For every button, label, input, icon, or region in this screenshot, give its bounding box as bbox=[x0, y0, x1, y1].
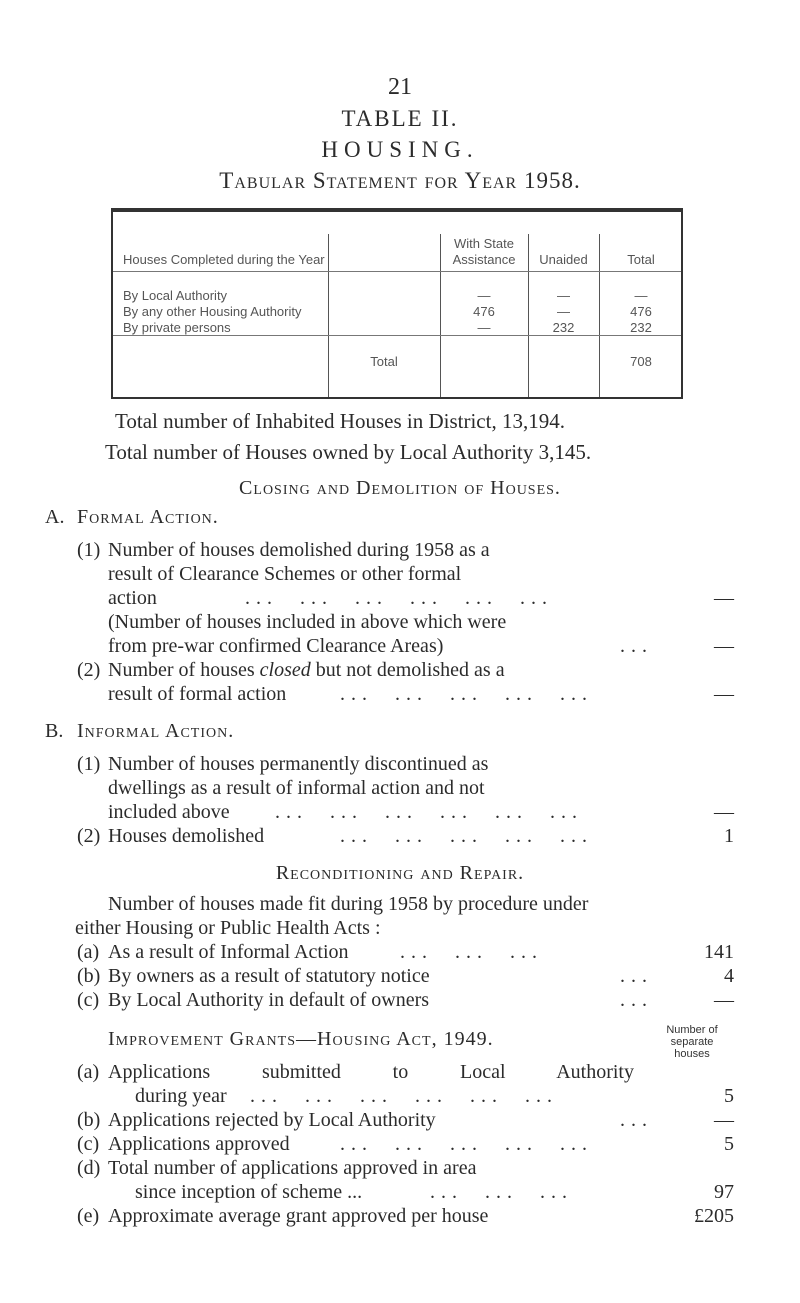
header-unaided: Unaided bbox=[539, 252, 588, 267]
statement-heading: Tabular Statement for Year 1958. bbox=[219, 168, 581, 193]
item-number: (1) bbox=[77, 753, 101, 775]
grants-d-line: since inception of scheme ... bbox=[135, 1181, 363, 1203]
item-number: (d) bbox=[77, 1157, 101, 1179]
header-state-assistance: With State Assistance bbox=[452, 236, 516, 267]
recon-intro: either Housing or Public Health Acts : bbox=[75, 917, 381, 939]
recon-item-value: — bbox=[714, 989, 734, 1011]
grants-a-value: 5 bbox=[724, 1085, 734, 1107]
grants-a-line: during year bbox=[135, 1085, 227, 1107]
row-label: By private persons bbox=[123, 320, 231, 335]
grants-b-value: — bbox=[714, 1109, 734, 1131]
row-label: By Local Authority bbox=[123, 288, 228, 303]
a2-line bbox=[108, 659, 505, 682]
row-state: — bbox=[477, 288, 491, 303]
a2-pre: Number of houses bbox=[108, 659, 260, 681]
inhabited-houses-text: Total number of Inhabited Houses in District, 13,194. bbox=[115, 409, 565, 433]
section-a-title: Formal Action. bbox=[77, 506, 219, 528]
item-number: (a) bbox=[77, 1061, 100, 1083]
item-number: (2) bbox=[77, 659, 101, 681]
grants-e-line: Approximate average grant approved per house bbox=[108, 1205, 489, 1227]
col-divider bbox=[328, 234, 329, 397]
col-header-line: houses bbox=[674, 1048, 710, 1060]
header-total: Total bbox=[627, 252, 655, 267]
b2-value: 1 bbox=[724, 825, 734, 847]
grants-a-line: Applications submitted to Local Authority bbox=[108, 1061, 634, 1083]
row-total: 476 bbox=[630, 304, 652, 319]
leader-dots: ... ... ... ... ... bbox=[340, 825, 593, 847]
recon-item-text: As a result of Informal Action bbox=[108, 941, 349, 963]
leader-dots: ... ... ... ... ... ... bbox=[250, 1085, 558, 1107]
recon-item-value: 141 bbox=[704, 941, 734, 963]
leader-dots: ... bbox=[620, 965, 653, 987]
row-label: By any other Housing Authority bbox=[123, 304, 302, 319]
b2-line: Houses demolished bbox=[108, 825, 265, 847]
leader-dots: ... ... ... ... ... bbox=[340, 683, 593, 705]
b1-line: Number of houses permanently discontinued as bbox=[108, 753, 489, 775]
a1-sub-value: — bbox=[714, 635, 734, 657]
page-number: 21 bbox=[388, 74, 412, 100]
leader-dots: ... ... ... ... ... bbox=[340, 1133, 593, 1155]
a2-value: — bbox=[714, 683, 734, 705]
item-number: (1) bbox=[77, 539, 101, 561]
recon-intro: Number of houses made fit during 1958 by procedure under bbox=[108, 893, 589, 915]
row-unaided: 232 bbox=[552, 320, 575, 335]
recon-item-text: By owners as a result of statutory notice bbox=[108, 965, 430, 987]
leader-dots: ... bbox=[620, 1109, 653, 1131]
recon-heading: Reconditioning and Repair. bbox=[275, 862, 525, 884]
a1-sub-line: (Number of houses included in above which were bbox=[108, 611, 507, 633]
section-b-title: Informal Action. bbox=[77, 720, 235, 742]
leader-dots: ... ... ... bbox=[400, 941, 543, 963]
a2-post: but not demolished as a bbox=[310, 659, 505, 681]
b1-value: — bbox=[714, 801, 734, 823]
grants-d-value: 97 bbox=[714, 1181, 734, 1203]
total-label: Total bbox=[370, 354, 398, 369]
b1-line: included above bbox=[108, 801, 230, 823]
item-number: (e) bbox=[77, 1205, 100, 1227]
grants-column-header bbox=[652, 1024, 732, 1060]
recon-item-text: By Local Authority in default of owners bbox=[108, 989, 430, 1011]
a1-line: action bbox=[108, 587, 157, 609]
leader-dots: ... bbox=[620, 989, 653, 1011]
grants-c-value: 5 bbox=[724, 1133, 734, 1155]
leader-dots: ... ... ... ... ... ... bbox=[275, 801, 583, 823]
a1-line: Number of houses demolished during 1958 as a bbox=[108, 539, 490, 561]
leader-dots: ... ... ... bbox=[430, 1181, 573, 1203]
a2-closed: closed bbox=[259, 659, 311, 681]
row-unaided: — bbox=[557, 288, 570, 303]
owned-houses-text: Total number of Houses owned by Local Authority 3,145. bbox=[105, 440, 592, 464]
table-title: TABLE II. bbox=[341, 106, 459, 131]
row-total: — bbox=[634, 288, 648, 303]
col-header-line: separate bbox=[670, 1036, 714, 1048]
row-state: 476 bbox=[473, 304, 495, 319]
grants-c-line: Applications approved bbox=[108, 1133, 290, 1155]
table-subtitle: HOUSING. bbox=[321, 137, 479, 162]
grants-e-value: £205 bbox=[694, 1205, 734, 1227]
b1-line: dwellings as a result of informal action and not bbox=[108, 777, 485, 799]
grants-b-line: Applications rejected by Local Authority bbox=[108, 1109, 436, 1131]
a1-value: — bbox=[714, 587, 734, 609]
item-number: (c) bbox=[77, 989, 100, 1011]
grants-d-line: Total number of applications approved in area bbox=[108, 1157, 477, 1179]
row-unaided: — bbox=[557, 304, 570, 319]
section-a-letter: A. bbox=[45, 506, 65, 528]
row-total: 232 bbox=[630, 320, 652, 335]
row-state: — bbox=[477, 320, 491, 335]
item-number: (b) bbox=[77, 965, 101, 987]
item-number: (2) bbox=[77, 825, 101, 847]
housing-table bbox=[111, 208, 683, 399]
item-number: (c) bbox=[77, 1133, 100, 1155]
item-number: (a) bbox=[77, 941, 100, 963]
total-value: 708 bbox=[630, 354, 652, 369]
section-b-letter: B. bbox=[45, 720, 64, 742]
a2-line: result of formal action bbox=[108, 683, 287, 705]
a1-line: result of Clearance Schemes or other formal bbox=[108, 563, 462, 585]
col-header-line: Number of bbox=[666, 1024, 718, 1036]
closing-heading: Closing and Demolition of Houses. bbox=[239, 477, 561, 499]
header-houses-completed: Houses Completed during the Year bbox=[123, 252, 325, 267]
a1-sub-line: from pre-war confirmed Clearance Areas) bbox=[108, 635, 444, 657]
leader-dots: ... ... ... ... ... ... bbox=[245, 587, 553, 609]
recon-item-value: 4 bbox=[724, 965, 734, 987]
header-divider bbox=[113, 271, 681, 272]
item-number: (b) bbox=[77, 1109, 101, 1131]
leader-dots: ... bbox=[620, 635, 653, 657]
grants-heading: Improvement Grants—Housing Act, 1949. bbox=[108, 1028, 494, 1050]
